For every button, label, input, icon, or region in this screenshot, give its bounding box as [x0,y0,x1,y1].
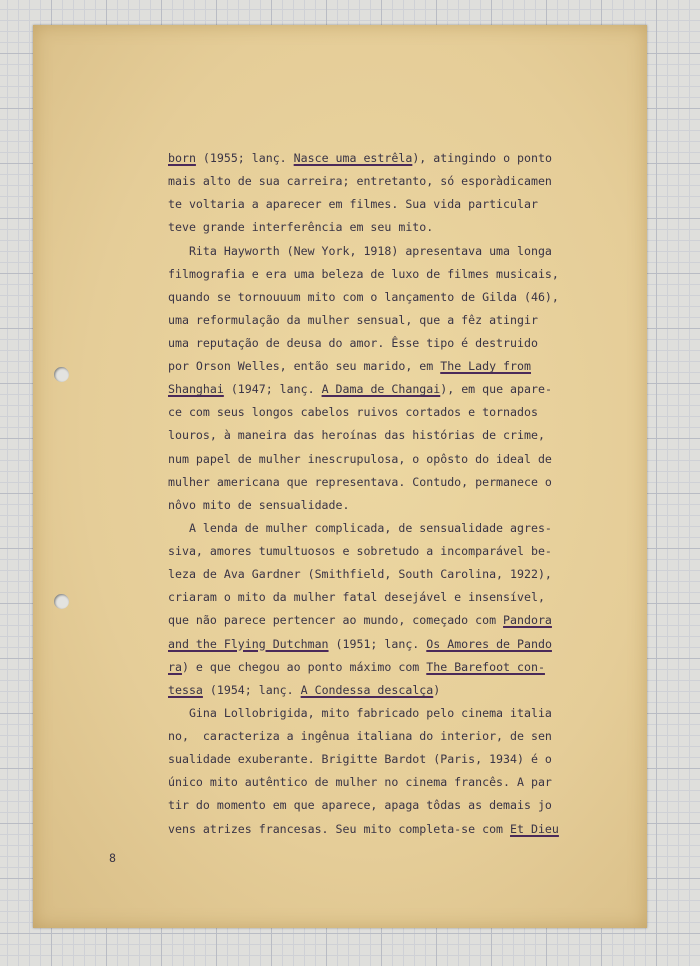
underlined-title: Os Amores de Pando [426,636,552,651]
text-segment: por Orson Welles, então seu marido, em [168,359,441,374]
text-segment: uma reputação de deusa do amor. Êsse tipo é destruido [168,336,538,350]
text-segment: criaram o mito da mulher fatal desejável e insensível, [168,590,545,605]
text-line [168,405,538,419]
text-segment: vens atrizes francesas. Seu mito completa-se com [168,821,511,836]
text-segment: filmografia e era uma beleza de luxo de filmes musicais, [168,266,559,281]
text-line [168,359,531,373]
text-line [168,267,559,281]
underlined-title: tessa [168,682,203,697]
text-line [168,729,552,743]
text-line [168,637,552,651]
underlined-title: Et Dieu [510,821,559,836]
text-segment: ce com seus longos cabelos ruivos cortados e tornados [168,405,538,420]
text-segment: que não parece pertencer ao mundo, começado com [168,613,504,628]
text-segment: (1951; lanç. [328,636,427,651]
underlined-title: and the Flying Dutchman [168,636,329,651]
punch-hole [54,367,69,382]
text-segment: sualidade exuberante. Brigitte Bardot (Paris, 1934) é o [168,752,552,767]
text-line [168,174,552,188]
text-line [168,567,552,581]
text-line [168,452,552,466]
text-segment: louros, à maneira das heroínas das histórias de crime, [168,428,545,443]
text-segment: teve grande interferência em seu mito. [168,220,434,235]
text-line [168,775,552,789]
text-segment: ) [433,682,441,697]
underlined-title: The Barefoot con- [426,659,545,674]
underlined-title: The Lady from [440,359,531,374]
text-segment: leza de Ava Gardner (Smithfield, South Carolina, 1922), [168,567,552,582]
text-segment: A lenda de mulher complicada, de sensualidade agres- [168,520,552,535]
text-line [168,244,552,258]
underlined-title: born [168,151,196,165]
text-line [168,706,552,720]
text-line [168,590,545,604]
text-segment: ) e que chegou ao ponto máximo com [181,659,427,674]
underlined-title: A Condessa descalça [300,682,434,697]
text-line [168,428,545,442]
text-segment: único mito autêntico de mulher no cinema francês. A par [168,775,552,790]
text-line [168,382,552,396]
text-line [168,752,552,766]
text-line [168,197,538,211]
text-segment: (1954; lanç. [202,682,301,697]
text-segment: (1947; lanç. [223,382,322,397]
text-segment: tir do momento em que aparece, apaga tôdas as demais jo [168,798,552,813]
text-segment: mais alto de sua carreira; entretanto, só esporàdicamen [168,174,552,189]
text-line [168,798,552,812]
page-number: 8 [109,851,116,865]
underlined-title: Pandora [503,613,552,628]
text-segment: quando se tornouuum mito com o lançamento de Gilda (46), [168,289,559,304]
text-line [168,336,538,350]
text-line [168,498,349,512]
underlined-title: A Dama de Changai [321,382,441,397]
text-line [168,151,552,165]
text-segment: Rita Hayworth (New York, 1918) apresentava uma longa [168,243,552,258]
text-line [168,613,552,627]
text-segment: ), atingindo o ponto [412,151,552,165]
text-segment: Gina Lollobrigida, mito fabricado pelo cinema italia [168,705,552,720]
text-segment: te voltaria a aparecer em filmes. Sua vida particular [168,197,538,212]
text-line [168,544,552,558]
text-line [168,475,552,489]
underlined-title: ra [168,659,182,674]
text-segment: nôvo mito de sensualidade. [168,497,350,512]
text-line [168,220,433,234]
text-segment: ), em que apare- [440,382,552,397]
text-segment: siva, amores tumultuosos e sobretudo a incomparável be- [168,544,552,558]
text-segment: (1955; lanç. [195,151,294,165]
text-line [168,660,545,674]
text-segment: no, caracteriza a ingênua italiana do interior, de sen [168,729,552,743]
text-segment: num papel de mulher inescrupulosa, o opôsto do ideal de [168,451,552,466]
underlined-title: Shanghai [168,382,224,397]
text-line [168,313,538,327]
text-segment: mulher americana que representava. Contudo, permanece o [168,474,552,489]
text-line [168,290,559,304]
text-line [168,521,552,535]
text-line [168,683,440,697]
text-segment: uma reformulação da mulher sensual, que a fêz atingir [168,312,538,327]
underlined-title: Nasce uma estrêla [293,151,413,165]
punch-hole [54,594,69,609]
text-line [168,822,559,836]
